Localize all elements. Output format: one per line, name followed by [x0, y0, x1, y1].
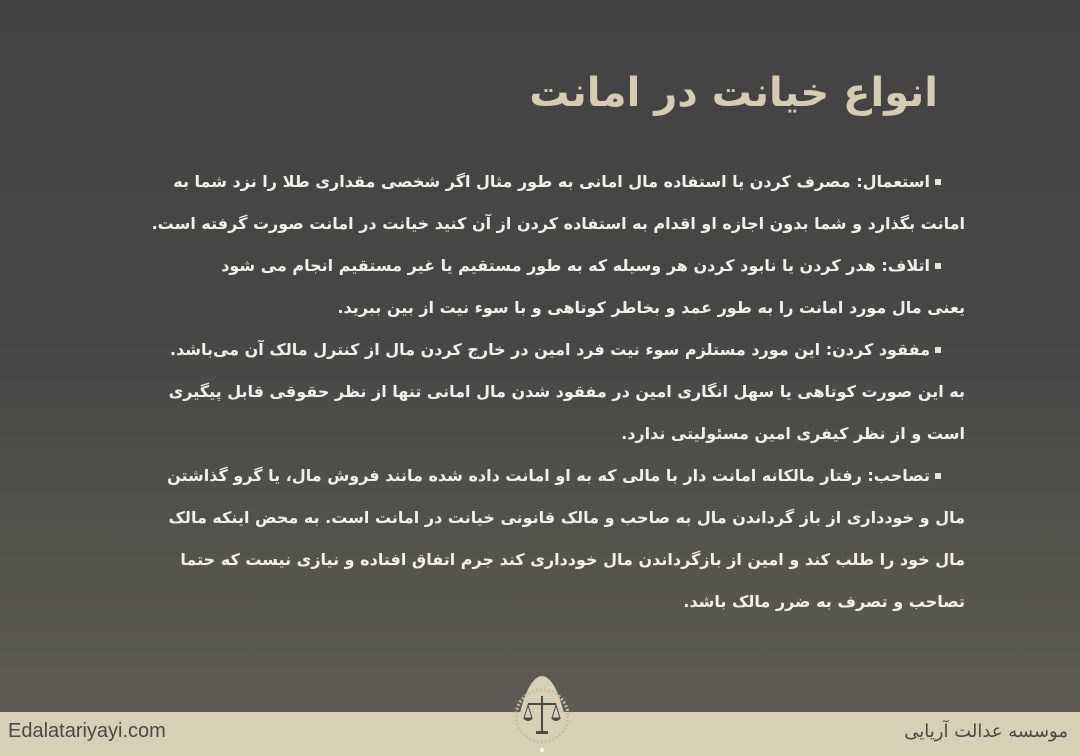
website-link[interactable]: Edalatariyayi.com — [8, 720, 166, 742]
bullet-icon — [935, 179, 941, 185]
bullet-icon — [935, 473, 941, 479]
paragraph-line: یعنی مال مورد امانت را به طور عمد و بخاطر کوتاهی و با سوء نیت از بین ببرید. — [337, 298, 965, 317]
bullet-icon — [935, 263, 941, 269]
organization-name: موسسه عدالت آریایی — [904, 721, 1068, 742]
paragraph-line: به این صورت کوتاهی یا سهل انگاری امین در مفقود شدن مال امانی تنها از نظر حقوقی قابل پیگیری — [168, 382, 965, 401]
paragraph-line: تصاحب و تصرف به ضرر مالک باشد. — [683, 592, 965, 611]
paragraph-line: مفقود کردن: این مورد مستلزم سوء نیت فرد امین در خارج کردن مال از کنترل مالک آن می‌باشد. — [169, 340, 930, 359]
paragraph-line: استعمال: مصرف کردن یا استفاده مال امانی به طور مثال اگر شخصی مقداری طلا را نزد شما به — [173, 172, 930, 191]
paragraph-line: مال خود را طلب کند و امین از بازگرداندن مال خودداری کند جرم اتفاق افتاده و نیازی نیست که حتما — [180, 550, 965, 569]
bullet-icon — [935, 347, 941, 353]
paragraph-line: تصاحب: رفتار مالکانه امانت دار با مالی که به او امانت داده شده مانند فروش مال، یا گرو گذاشتن — [167, 466, 930, 485]
paragraph-line: اتلاف: هدر کردن یا نابود کردن هر وسیله که به طور مستقیم یا غیر مستقیم انجام می شود — [221, 256, 930, 275]
paragraph-line: مال و خودداری از باز گرداندن مال به صاحب و مالک قانونی خیانت در امانت است. به محض اینکه مالک — [168, 508, 965, 527]
page-title: انواع خیانت در امانت — [529, 70, 938, 116]
paragraph-line: امانت بگذارد و شما بدون اجازه او اقدام به استفاده کردن از آن کنید خیانت در امانت صورت گرفته است. — [151, 214, 965, 233]
paragraph-line: است و از نظر کیفری امین مسئولیتی ندارد. — [621, 424, 965, 443]
scales-of-justice-logo-icon — [498, 672, 586, 756]
